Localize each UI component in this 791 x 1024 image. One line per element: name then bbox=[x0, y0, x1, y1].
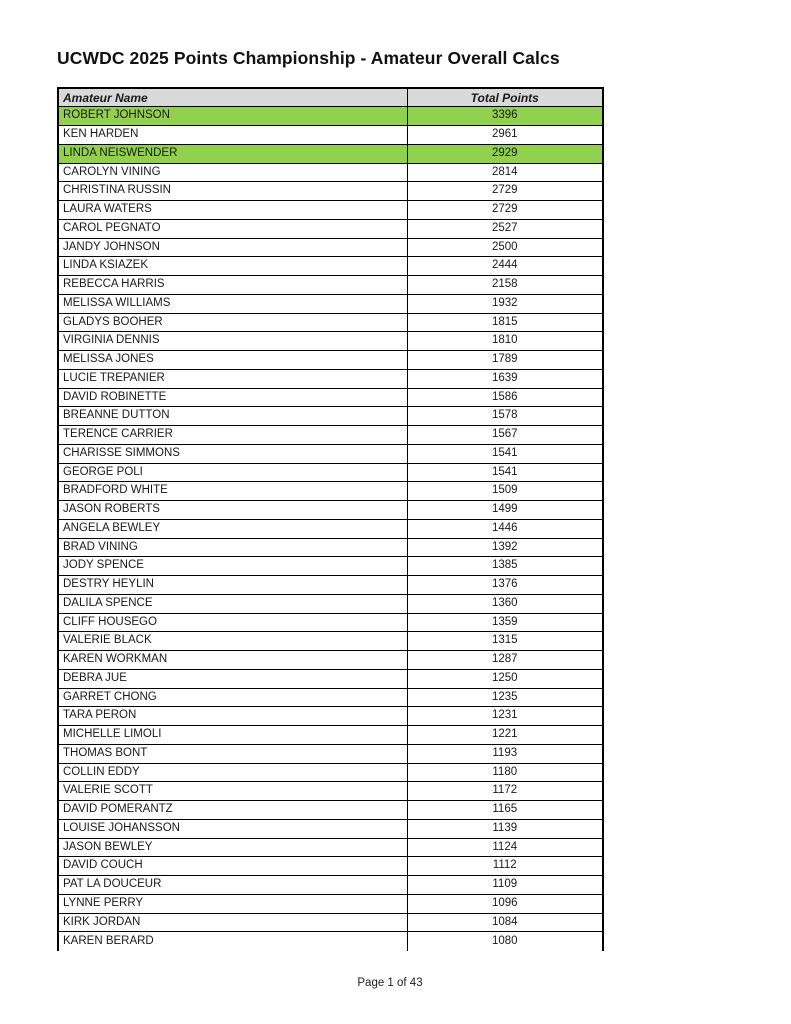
page-number: Page 1 of 43 bbox=[357, 977, 423, 989]
amateur-name-cell: LUCIE TREPANIER bbox=[58, 369, 407, 388]
total-points-cell: 1509 bbox=[407, 482, 603, 501]
total-points-cell: 1235 bbox=[407, 688, 603, 707]
total-points-cell: 1287 bbox=[407, 651, 603, 670]
total-points-cell: 1499 bbox=[407, 501, 603, 520]
table-row bbox=[58, 594, 603, 613]
table-row bbox=[58, 913, 603, 932]
table-row bbox=[58, 744, 603, 763]
amateur-name-cell: DAVID POMERANTZ bbox=[58, 801, 407, 820]
amateur-name-cell: PAT LA DOUCEUR bbox=[58, 876, 407, 895]
table-row bbox=[58, 688, 603, 707]
table-row bbox=[58, 426, 603, 445]
table-row bbox=[58, 407, 603, 426]
amateur-name-cell: TARA PERON bbox=[58, 707, 407, 726]
total-points-cell: 2814 bbox=[407, 163, 603, 182]
table-row bbox=[58, 632, 603, 651]
amateur-name-cell: JASON ROBERTS bbox=[58, 501, 407, 520]
amateur-name-cell: JASON BEWLEY bbox=[58, 838, 407, 857]
total-points-cell: 2158 bbox=[407, 276, 603, 295]
total-points-cell: 1446 bbox=[407, 519, 603, 538]
amateur-name-cell: KAREN BERARD bbox=[58, 932, 407, 951]
amateur-name-cell: GEORGE POLI bbox=[58, 463, 407, 482]
total-points-cell: 1112 bbox=[407, 857, 603, 876]
table-row bbox=[58, 651, 603, 670]
amateur-name-cell: BRAD VINING bbox=[58, 538, 407, 557]
table-row bbox=[58, 313, 603, 332]
table-row bbox=[58, 163, 603, 182]
table-row bbox=[58, 894, 603, 913]
amateur-name-cell: ROBERT JOHNSON bbox=[58, 107, 407, 126]
total-points-cell: 1789 bbox=[407, 351, 603, 370]
amateur-name-cell: VALERIE BLACK bbox=[58, 632, 407, 651]
total-points-cell: 2729 bbox=[407, 182, 603, 201]
amateur-name-cell: JODY SPENCE bbox=[58, 557, 407, 576]
column-header-amateur-name: Amateur Name bbox=[58, 88, 407, 107]
table-row bbox=[58, 332, 603, 351]
amateur-name-cell: GLADYS BOOHER bbox=[58, 313, 407, 332]
total-points-cell: 1810 bbox=[407, 332, 603, 351]
total-points-cell: 1360 bbox=[407, 594, 603, 613]
table-row bbox=[58, 726, 603, 745]
amateur-name-cell: DALILA SPENCE bbox=[58, 594, 407, 613]
total-points-cell: 2929 bbox=[407, 144, 603, 163]
table-row bbox=[58, 857, 603, 876]
amateur-name-cell: BRADFORD WHITE bbox=[58, 482, 407, 501]
amateur-name-cell: VIRGINIA DENNIS bbox=[58, 332, 407, 351]
amateur-name-cell: LAURA WATERS bbox=[58, 201, 407, 220]
table-row bbox=[58, 144, 603, 163]
amateur-name-cell: BREANNE DUTTON bbox=[58, 407, 407, 426]
column-header-total-points: Total Points bbox=[407, 88, 603, 107]
amateur-name-cell: MELISSA WILLIAMS bbox=[58, 294, 407, 313]
amateur-name-cell: DESTRY HEYLIN bbox=[58, 576, 407, 595]
total-points-cell: 1109 bbox=[407, 876, 603, 895]
table-row bbox=[58, 932, 603, 951]
total-points-cell: 1376 bbox=[407, 576, 603, 595]
total-points-cell: 1096 bbox=[407, 894, 603, 913]
total-points-cell: 1541 bbox=[407, 463, 603, 482]
table-row bbox=[58, 257, 603, 276]
table-row bbox=[58, 294, 603, 313]
table-row bbox=[58, 613, 603, 632]
amateur-name-cell: JANDY JOHNSON bbox=[58, 238, 407, 257]
amateur-name-cell: CAROL PEGNATO bbox=[58, 219, 407, 238]
table-row bbox=[58, 838, 603, 857]
total-points-cell: 1084 bbox=[407, 913, 603, 932]
points-table bbox=[57, 87, 604, 951]
amateur-name-cell: CAROLYN VINING bbox=[58, 163, 407, 182]
table-row bbox=[58, 519, 603, 538]
table-row bbox=[58, 482, 603, 501]
amateur-name-cell: CHRISTINA RUSSIN bbox=[58, 182, 407, 201]
total-points-cell: 1315 bbox=[407, 632, 603, 651]
table-row bbox=[58, 238, 603, 257]
total-points-cell: 1139 bbox=[407, 819, 603, 838]
table-row bbox=[58, 763, 603, 782]
table-row bbox=[58, 388, 603, 407]
table-row bbox=[58, 219, 603, 238]
total-points-cell: 1392 bbox=[407, 538, 603, 557]
table-row bbox=[58, 782, 603, 801]
amateur-name-cell: DAVID COUCH bbox=[58, 857, 407, 876]
total-points-cell: 1180 bbox=[407, 763, 603, 782]
total-points-cell: 1359 bbox=[407, 613, 603, 632]
amateur-name-cell: COLLIN EDDY bbox=[58, 763, 407, 782]
total-points-cell: 1541 bbox=[407, 444, 603, 463]
total-points-cell: 1221 bbox=[407, 726, 603, 745]
total-points-cell: 1567 bbox=[407, 426, 603, 445]
table-row bbox=[58, 538, 603, 557]
amateur-name-cell: GARRET CHONG bbox=[58, 688, 407, 707]
amateur-name-cell: LINDA NEISWENDER bbox=[58, 144, 407, 163]
table-row bbox=[58, 669, 603, 688]
table-row bbox=[58, 276, 603, 295]
total-points-cell: 1250 bbox=[407, 669, 603, 688]
table-row bbox=[58, 801, 603, 820]
total-points-cell: 1193 bbox=[407, 744, 603, 763]
amateur-name-cell: CHARISSE SIMMONS bbox=[58, 444, 407, 463]
total-points-cell: 2527 bbox=[407, 219, 603, 238]
table-row bbox=[58, 126, 603, 145]
amateur-name-cell: MICHELLE LIMOLI bbox=[58, 726, 407, 745]
page-title: UCWDC 2025 Points Championship - Amateur Overall Calcs bbox=[57, 48, 560, 68]
amateur-name-cell: LYNNE PERRY bbox=[58, 894, 407, 913]
amateur-name-cell: CLIFF HOUSEGO bbox=[58, 613, 407, 632]
total-points-cell: 1080 bbox=[407, 932, 603, 951]
total-points-cell: 2961 bbox=[407, 126, 603, 145]
amateur-name-cell: THOMAS BONT bbox=[58, 744, 407, 763]
total-points-cell: 1231 bbox=[407, 707, 603, 726]
amateur-name-cell: MELISSA JONES bbox=[58, 351, 407, 370]
table-row bbox=[58, 463, 603, 482]
total-points-cell: 1932 bbox=[407, 294, 603, 313]
table-row bbox=[58, 576, 603, 595]
total-points-cell: 2444 bbox=[407, 257, 603, 276]
table-row bbox=[58, 369, 603, 388]
table-row bbox=[58, 444, 603, 463]
amateur-name-cell: KAREN WORKMAN bbox=[58, 651, 407, 670]
amateur-name-cell: KIRK JORDAN bbox=[58, 913, 407, 932]
total-points-cell: 1578 bbox=[407, 407, 603, 426]
amateur-name-cell: REBECCA HARRIS bbox=[58, 276, 407, 295]
total-points-cell: 3396 bbox=[407, 107, 603, 126]
table-row bbox=[58, 201, 603, 220]
total-points-cell: 1172 bbox=[407, 782, 603, 801]
amateur-name-cell: LOUISE JOHANSSON bbox=[58, 819, 407, 838]
table-row bbox=[58, 107, 603, 126]
total-points-cell: 2500 bbox=[407, 238, 603, 257]
amateur-name-cell: DEBRA JUE bbox=[58, 669, 407, 688]
amateur-name-cell: TERENCE CARRIER bbox=[58, 426, 407, 445]
amateur-name-cell: KEN HARDEN bbox=[58, 126, 407, 145]
amateur-name-cell: VALERIE SCOTT bbox=[58, 782, 407, 801]
table-row bbox=[58, 819, 603, 838]
table-row bbox=[58, 182, 603, 201]
table-header-row bbox=[58, 88, 603, 107]
total-points-cell: 1639 bbox=[407, 369, 603, 388]
total-points-cell: 1586 bbox=[407, 388, 603, 407]
total-points-cell: 1124 bbox=[407, 838, 603, 857]
table-row bbox=[58, 876, 603, 895]
total-points-cell: 1385 bbox=[407, 557, 603, 576]
total-points-cell: 1815 bbox=[407, 313, 603, 332]
amateur-name-cell: DAVID ROBINETTE bbox=[58, 388, 407, 407]
amateur-name-cell: ANGELA BEWLEY bbox=[58, 519, 407, 538]
total-points-cell: 2729 bbox=[407, 201, 603, 220]
table-row bbox=[58, 501, 603, 520]
table-row bbox=[58, 707, 603, 726]
table-row bbox=[58, 557, 603, 576]
table-row bbox=[58, 351, 603, 370]
total-points-cell: 1165 bbox=[407, 801, 603, 820]
points-table-body bbox=[58, 107, 603, 951]
amateur-name-cell: LINDA KSIAZEK bbox=[58, 257, 407, 276]
